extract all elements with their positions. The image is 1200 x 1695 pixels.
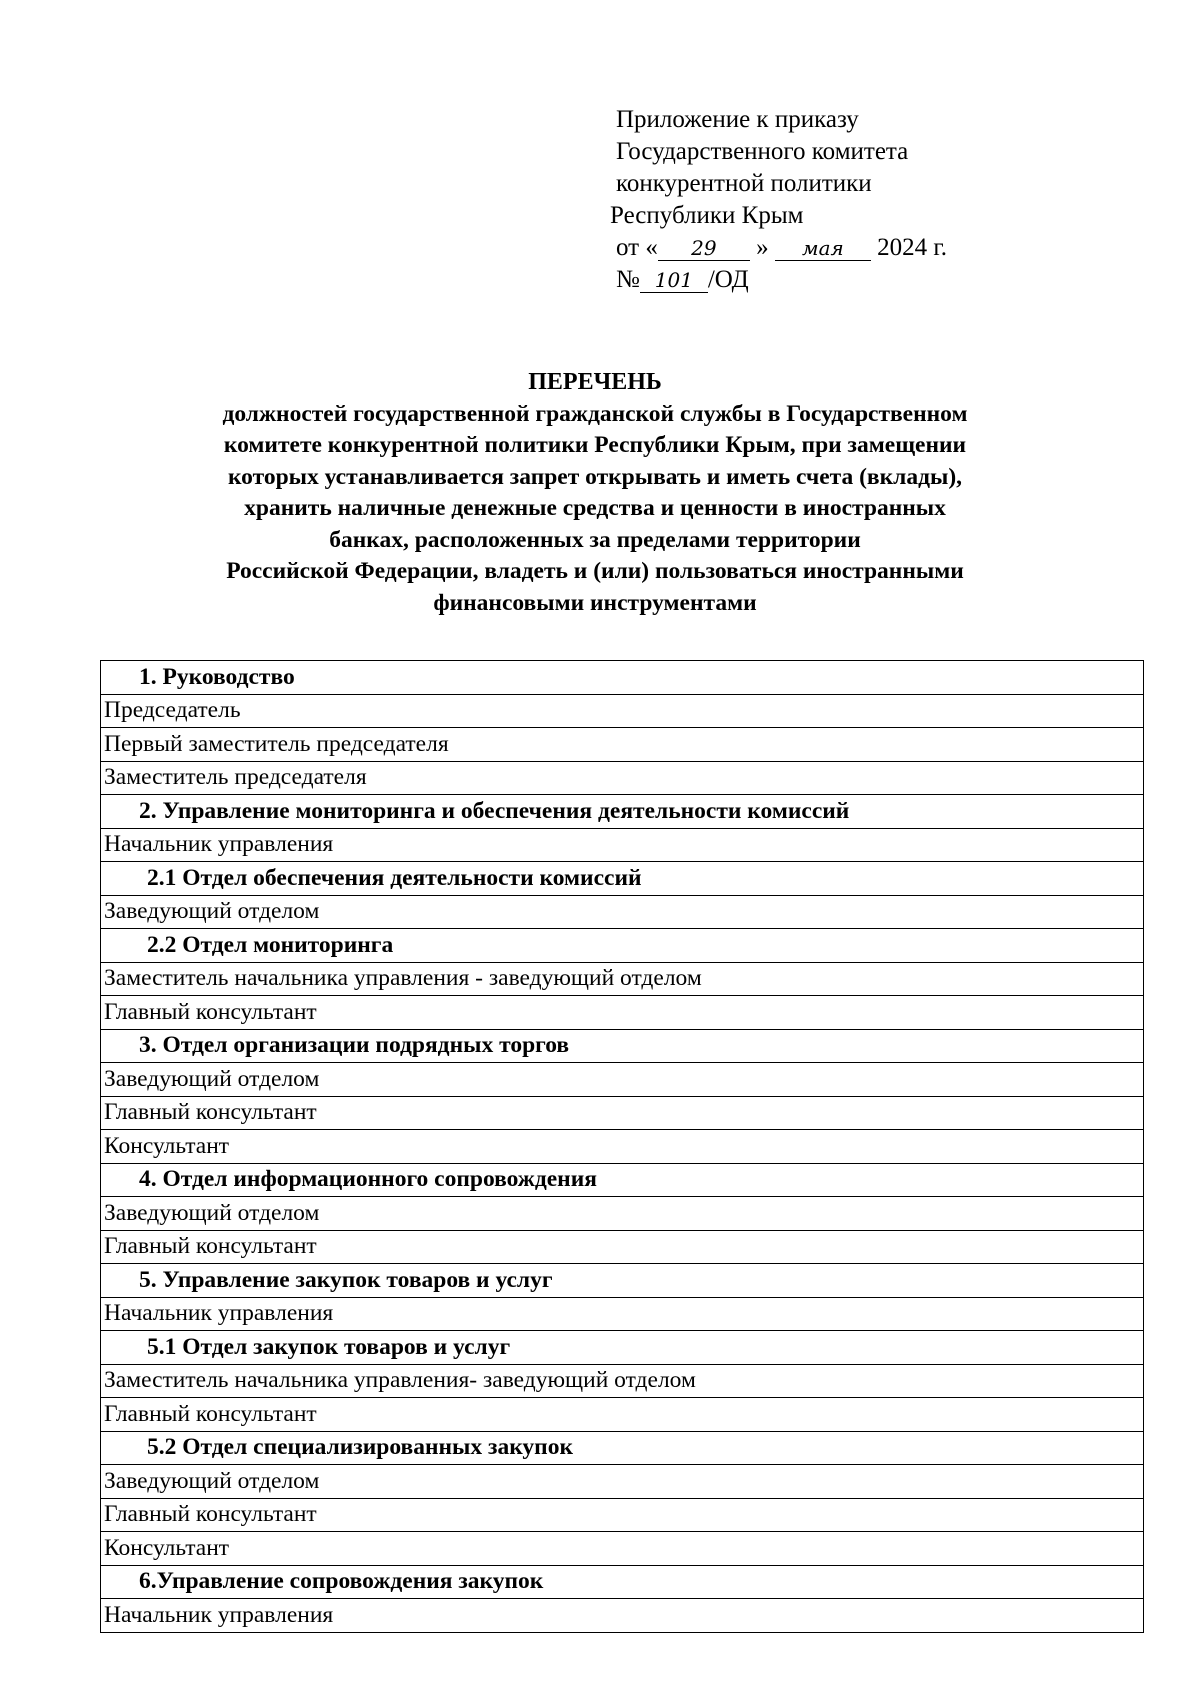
title-line: хранить наличные денежные средства и ценности в иностранных bbox=[244, 495, 946, 521]
section-row bbox=[101, 1565, 1144, 1599]
position-cell: Главный консультант bbox=[101, 1230, 1144, 1264]
position-row bbox=[101, 694, 1144, 728]
subsection-cell: 2.2 Отдел мониторинга bbox=[101, 929, 1144, 963]
date-prefix: от « bbox=[616, 234, 658, 261]
appendix-line: Приложение к приказу bbox=[616, 106, 859, 133]
subsection-row bbox=[101, 1431, 1144, 1465]
position-row bbox=[101, 1230, 1144, 1264]
section-row bbox=[101, 1264, 1144, 1298]
appendix-line: Государственного комитета bbox=[616, 138, 909, 165]
position-row bbox=[101, 1130, 1144, 1164]
title-line: комитете конкурентной политики Республики Крым, при замещении bbox=[223, 432, 967, 458]
section-cell: 5. Управление закупок товаров и услуг bbox=[101, 1264, 1144, 1298]
position-cell: Главный консультант bbox=[101, 996, 1144, 1030]
title-line: которых устанавливается запрет открывать и иметь счета (вклады), bbox=[227, 463, 963, 490]
position-row bbox=[101, 1465, 1144, 1499]
section-row bbox=[101, 1029, 1144, 1063]
subsection-cell: 5.1 Отдел закупок товаров и услуг bbox=[101, 1331, 1144, 1365]
positions-table bbox=[100, 660, 1144, 1633]
document-title bbox=[100, 367, 1090, 619]
position-cell: Заместитель председателя bbox=[101, 761, 1144, 795]
date-year: 2024 г. bbox=[877, 234, 948, 261]
position-row bbox=[101, 1599, 1144, 1633]
position-cell: Заместитель начальника управления- заведующий отделом bbox=[101, 1364, 1144, 1398]
section-cell: 4. Отдел информационного сопровождения bbox=[101, 1163, 1144, 1197]
subsection-cell: 5.2 Отдел специализированных закупок bbox=[101, 1431, 1144, 1465]
subsection-row bbox=[101, 1331, 1144, 1365]
subsection-row bbox=[101, 929, 1144, 963]
position-row bbox=[101, 1063, 1144, 1097]
position-cell: Заведующий отделом bbox=[101, 895, 1144, 929]
subsection-row bbox=[101, 862, 1144, 896]
number-handwritten: 101 bbox=[640, 268, 708, 293]
number-suffix: /ОД bbox=[707, 266, 749, 293]
section-row bbox=[101, 795, 1144, 829]
position-row bbox=[101, 1532, 1144, 1566]
position-cell: Заместитель начальника управления - заведующий отделом bbox=[101, 962, 1144, 996]
order-date bbox=[616, 232, 947, 264]
position-cell: Консультант bbox=[101, 1130, 1144, 1164]
section-cell: 2. Управление мониторинга и обеспечения деятельности комиссий bbox=[101, 795, 1144, 829]
position-cell: Заведующий отделом bbox=[101, 1063, 1144, 1097]
section-cell: 1. Руководство bbox=[101, 661, 1144, 695]
position-row bbox=[101, 1498, 1144, 1532]
position-cell: Заведующий отделом bbox=[101, 1197, 1144, 1231]
position-cell: Главный консультант bbox=[101, 1498, 1144, 1532]
position-row bbox=[101, 828, 1144, 862]
position-cell: Председатель bbox=[101, 694, 1144, 728]
date-mid: » bbox=[756, 234, 769, 261]
position-row bbox=[101, 1364, 1144, 1398]
title-line: финансовыми инструментами bbox=[433, 589, 757, 616]
section-cell: 3. Отдел организации подрядных торгов bbox=[101, 1029, 1144, 1063]
position-cell: Главный консультант bbox=[101, 1096, 1144, 1130]
position-row bbox=[101, 1297, 1144, 1331]
appendix-line: Республики Крым bbox=[610, 202, 804, 229]
appendix-header bbox=[610, 104, 948, 296]
position-cell: Начальник управления bbox=[101, 1599, 1144, 1633]
position-row bbox=[101, 1096, 1144, 1130]
title-line: должностей государственной гражданской службы в Государственном bbox=[222, 400, 968, 427]
position-cell: Начальник управления bbox=[101, 1297, 1144, 1331]
subsection-cell: 2.1 Отдел обеспечения деятельности комиссий bbox=[101, 862, 1144, 896]
date-day-handwritten: 29 bbox=[658, 236, 750, 261]
section-cell: 6.Управление сопровождения закупок bbox=[101, 1565, 1144, 1599]
position-row bbox=[101, 895, 1144, 929]
order-number bbox=[616, 264, 947, 296]
section-row bbox=[101, 1163, 1144, 1197]
position-cell: Первый заместитель председателя bbox=[101, 728, 1144, 762]
title-line: банках, расположенных за пределами территории bbox=[329, 526, 861, 553]
position-row bbox=[101, 728, 1144, 762]
position-row bbox=[101, 962, 1144, 996]
section-row bbox=[101, 661, 1144, 695]
position-row bbox=[101, 761, 1144, 795]
position-row bbox=[101, 996, 1144, 1030]
position-cell: Главный консультант bbox=[101, 1398, 1144, 1432]
date-month-handwritten: мая bbox=[775, 236, 871, 261]
title-heading: ПЕРЕЧЕНЬ bbox=[528, 369, 662, 395]
position-row bbox=[101, 1197, 1144, 1231]
title-line: Российской Федерации, владеть и (или) пользоваться иностранными bbox=[226, 558, 964, 584]
number-prefix: № bbox=[616, 266, 640, 293]
position-cell: Заведующий отделом bbox=[101, 1465, 1144, 1499]
position-cell: Начальник управления bbox=[101, 828, 1144, 862]
appendix-line: конкурентной политики bbox=[616, 170, 872, 197]
position-cell: Консультант bbox=[101, 1532, 1144, 1566]
position-row bbox=[101, 1398, 1144, 1432]
